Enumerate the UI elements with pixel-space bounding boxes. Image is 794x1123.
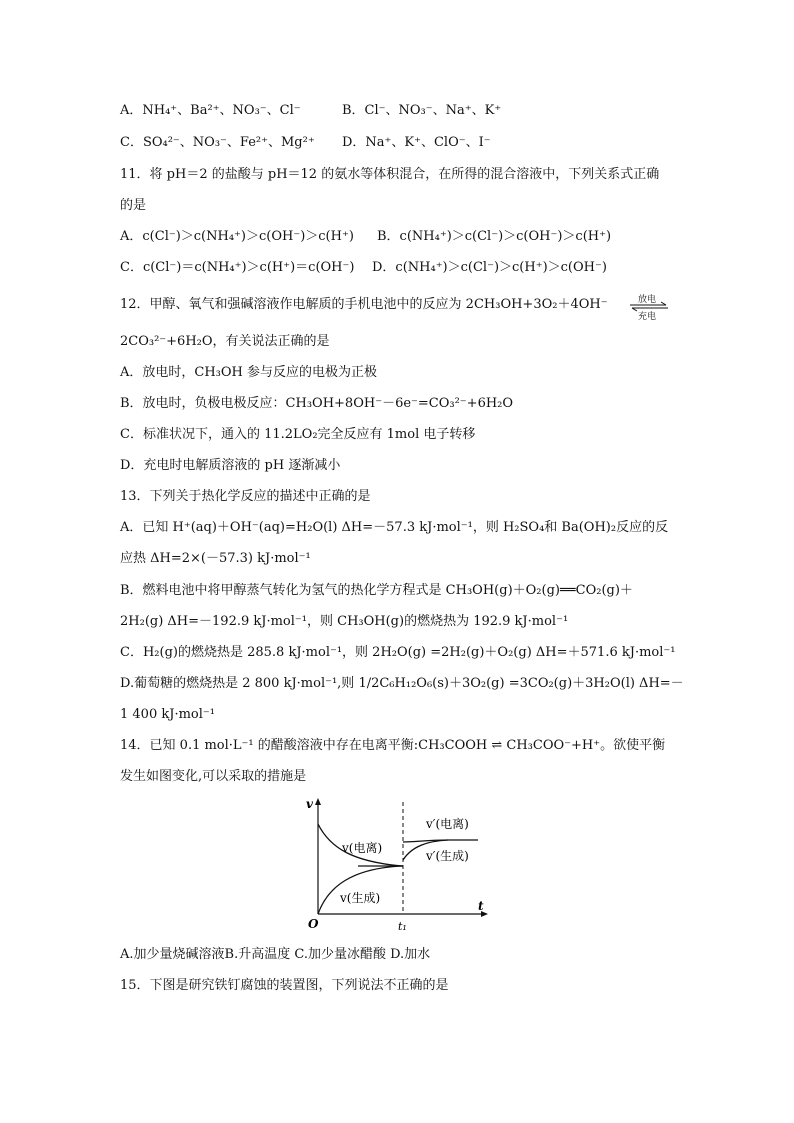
x-axis-label: t (478, 899, 484, 913)
q13-option-d: D.葡萄糖的燃烧热是 2 800 kJ·mol⁻¹,则 1/2C₆H₁₂O₆(s)＋3O₂(g) =3CO₂(g)＋3H₂O(l) ΔH=－ (120, 676, 684, 691)
q13-option-b-cont: 2H₂(g) ΔH=－192.9 kJ·mol⁻¹，则 CH₃OH(g)的燃烧热为 192.9 kJ·mol⁻¹ (120, 614, 569, 629)
v2-formation-label: v′(生成) (426, 849, 469, 863)
q14-options: A.加少量烧碱溶液B.升高温度 C.加少量冰醋酸 D.加水 (120, 947, 431, 962)
q13-stem: 13．下列关于热化学反应的描述中正确的是 (120, 489, 371, 504)
v-ionization-label: v(电离) (342, 841, 383, 855)
q10-option-c: C．SO₄²⁻、NO₃⁻、Fe²⁺、Mg²⁺ (120, 135, 315, 150)
q12-stem-cont: 2CO₃²⁻+6H₂O，有关说法正确的是 (120, 334, 330, 349)
q13-option-d-cont: 1 400 kJ·mol⁻¹ (120, 707, 215, 722)
y-axis-arrowhead (315, 798, 321, 805)
arrow-label-discharge: 放电 (638, 295, 657, 305)
q12-option-c: C．标准状况下，通入的 11.2LO₂完全反应有 1mol 电子转移 (120, 427, 476, 442)
v2-ionization-label: v′(电离) (426, 817, 469, 831)
rate-time-figure (298, 796, 494, 936)
q13-option-b: B．燃料电池中将甲醇蒸气转化为氢气的热化学方程式是 CH₃OH(g)＋O₂(g)══CO₂(g)＋ (120, 583, 633, 598)
y-axis-label: v (306, 797, 313, 811)
q12-option-d: D．充电时电解质溶液的 pH 逐渐减小 (120, 458, 341, 473)
q13-option-a-cont: 应热 ΔH=2×(－57.3) kJ·mol⁻¹ (120, 551, 311, 566)
q12-stem: 12．甲醇、氧气和强碱溶液作电解质的手机电池中的反应为 2CH₃OH+3O₂＋4OH⁻ (120, 297, 608, 312)
q12-option-b: B．放电时，负极电极反应：CH₃OH+8OH⁻－6e⁻=CO₃²⁻+6H₂O (120, 396, 514, 411)
q10-option-a: A．NH₄⁺、Ba²⁺、NO₃⁻、Cl⁻ (120, 103, 301, 118)
q15-stem: 15．下图是研究铁钉腐蚀的装置图，下列说法不正确的是 (120, 978, 449, 993)
q11-stem: 11．将 pH＝2 的盐酸与 pH＝12 的氨水等体积混合，在所得的混合溶液中，下列关系式正确 (120, 167, 660, 182)
q11-option-c: C．c(Cl⁻)＝c(NH₄⁺)＞c(H⁺)＝c(OH⁻) (120, 260, 355, 275)
q11-option-b: B．c(NH₄⁺)＞c(Cl⁻)＞c(OH⁻)＞c(H⁺) (377, 229, 612, 244)
q11-option-a: A．c(Cl⁻)＞c(NH₄⁺)＞c(OH⁻)＞c(H⁺) (120, 229, 354, 244)
q10-option-d: D．Na⁺、K⁺、ClO⁻、I⁻ (342, 135, 491, 150)
q14-stem: 14．已知 0.1 mol·L⁻¹ 的醋酸溶液中存在电离平衡:CH₃COOH ⇌ CH₃COO⁻+H⁺。欲使平衡 (120, 738, 666, 753)
q10-option-b: B．Cl⁻、NO₃⁻、Na⁺、K⁺ (342, 103, 502, 118)
q12-option-a: A．放电时，CH₃OH 参与反应的电极为正极 (120, 365, 378, 380)
q11-option-d: D．c(NH₄⁺)＞c(Cl⁻)＞c(H⁺)＞c(OH⁻) (372, 260, 607, 275)
q11-stem-cont: 的是 (120, 198, 147, 213)
arrow-label-charge: 充电 (638, 312, 657, 322)
origin-label: O (308, 917, 319, 931)
q14-stem-cont: 发生如图变化,可以采取的措施是 (120, 769, 307, 784)
t1-label: t₁ (398, 920, 407, 933)
q13-option-c: C．H₂(g)的燃烧热是 285.8 kJ·mol⁻¹，则 2H₂O(g) =2H₂(g)＋O₂(g) ΔH=＋571.6 kJ·mol⁻¹ (120, 645, 676, 660)
v-formation-label: v(生成) (340, 891, 381, 905)
q13-option-a: A．已知 H⁺(aq)＋OH⁻(aq)=H₂O(l) ΔH=－57.3 kJ·mol⁻¹，则 H₂SO₄和 Ba(OH)₂反应的反 (120, 520, 669, 535)
v-formation-curve (318, 866, 403, 914)
reversible-arrow (628, 292, 670, 320)
